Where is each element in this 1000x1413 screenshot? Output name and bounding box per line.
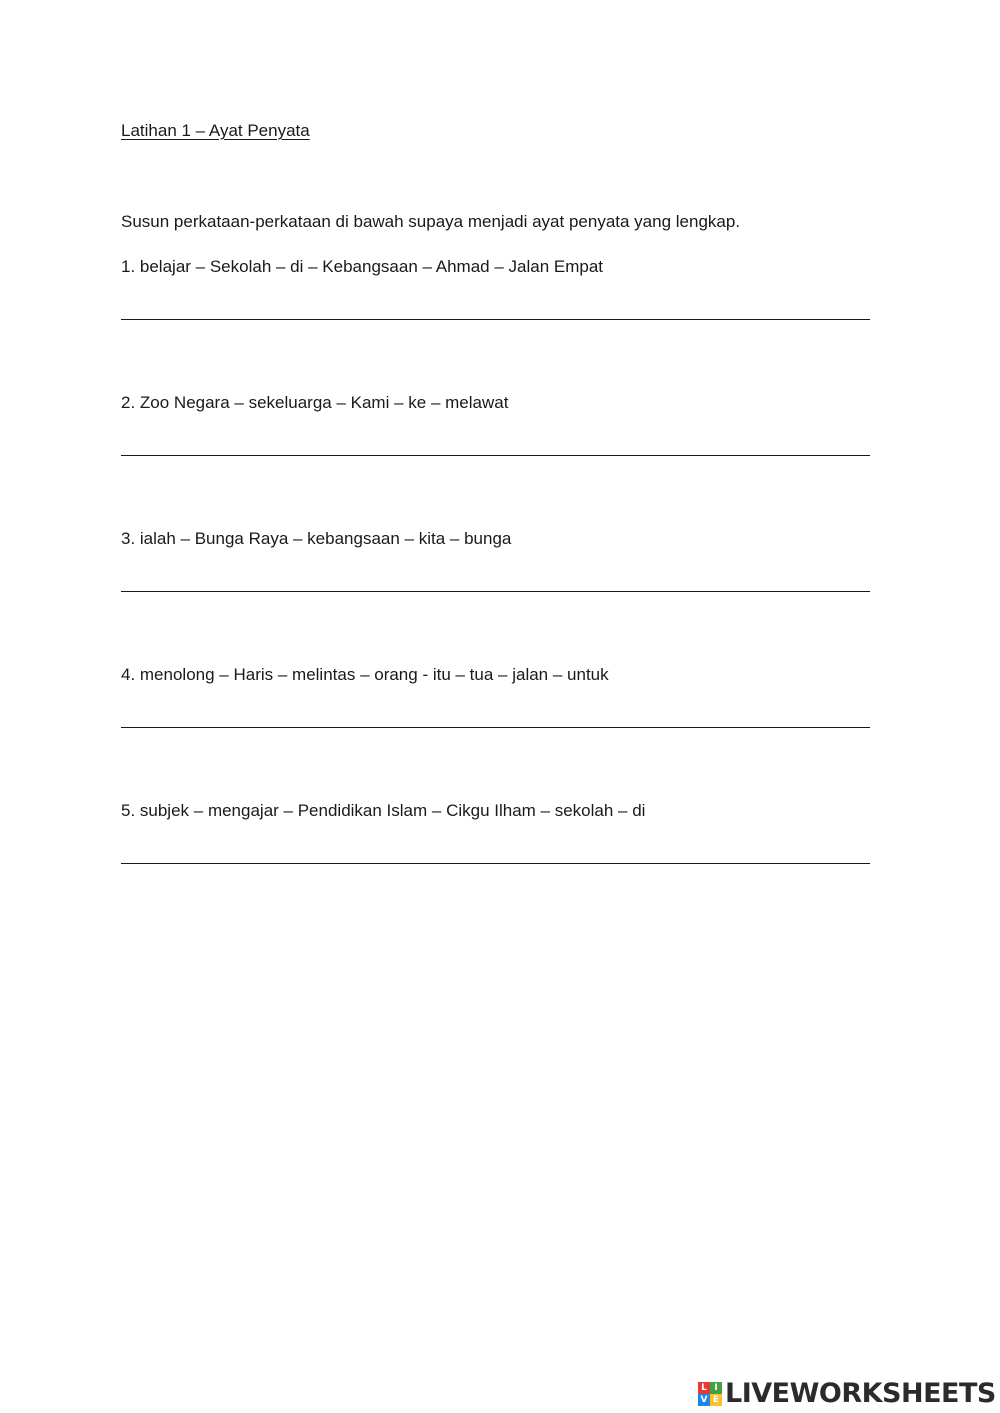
answer-line-3[interactable] [121, 591, 870, 592]
answer-line-2[interactable] [121, 455, 870, 456]
worksheet-title: Latihan 1 – Ayat Penyata [121, 121, 310, 140]
brand-text: LIVEWORKSHEETS [725, 1378, 996, 1409]
instruction-text: Susun perkataan-perkataan di bawah supaya menjadi ayat penyata yang lengkap. [121, 212, 741, 231]
logo-tile: V [698, 1394, 710, 1406]
liveworksheets-logo-icon [698, 1382, 722, 1406]
answer-line-5[interactable] [121, 863, 870, 864]
logo-tile: I [710, 1382, 722, 1394]
answer-line-4[interactable] [121, 727, 870, 728]
question-2: 2. Zoo Negara – sekeluarga – Kami – ke – melawat [121, 393, 509, 412]
liveworksheets-watermark [698, 1378, 996, 1410]
answer-line-1[interactable] [121, 319, 870, 320]
logo-tile: E [710, 1394, 722, 1406]
question-1: 1. belajar – Sekolah – di – Kebangsaan – Ahmad – Jalan Empat [121, 257, 604, 276]
logo-tile: L [698, 1382, 710, 1394]
question-5: 5. subjek – mengajar – Pendidikan Islam – Cikgu Ilham – sekolah – di [121, 801, 646, 820]
question-4: 4. menolong – Haris – melintas – orang - itu – tua – jalan – untuk [121, 665, 609, 684]
question-3: 3. ialah – Bunga Raya – kebangsaan – kita – bunga [121, 529, 512, 548]
